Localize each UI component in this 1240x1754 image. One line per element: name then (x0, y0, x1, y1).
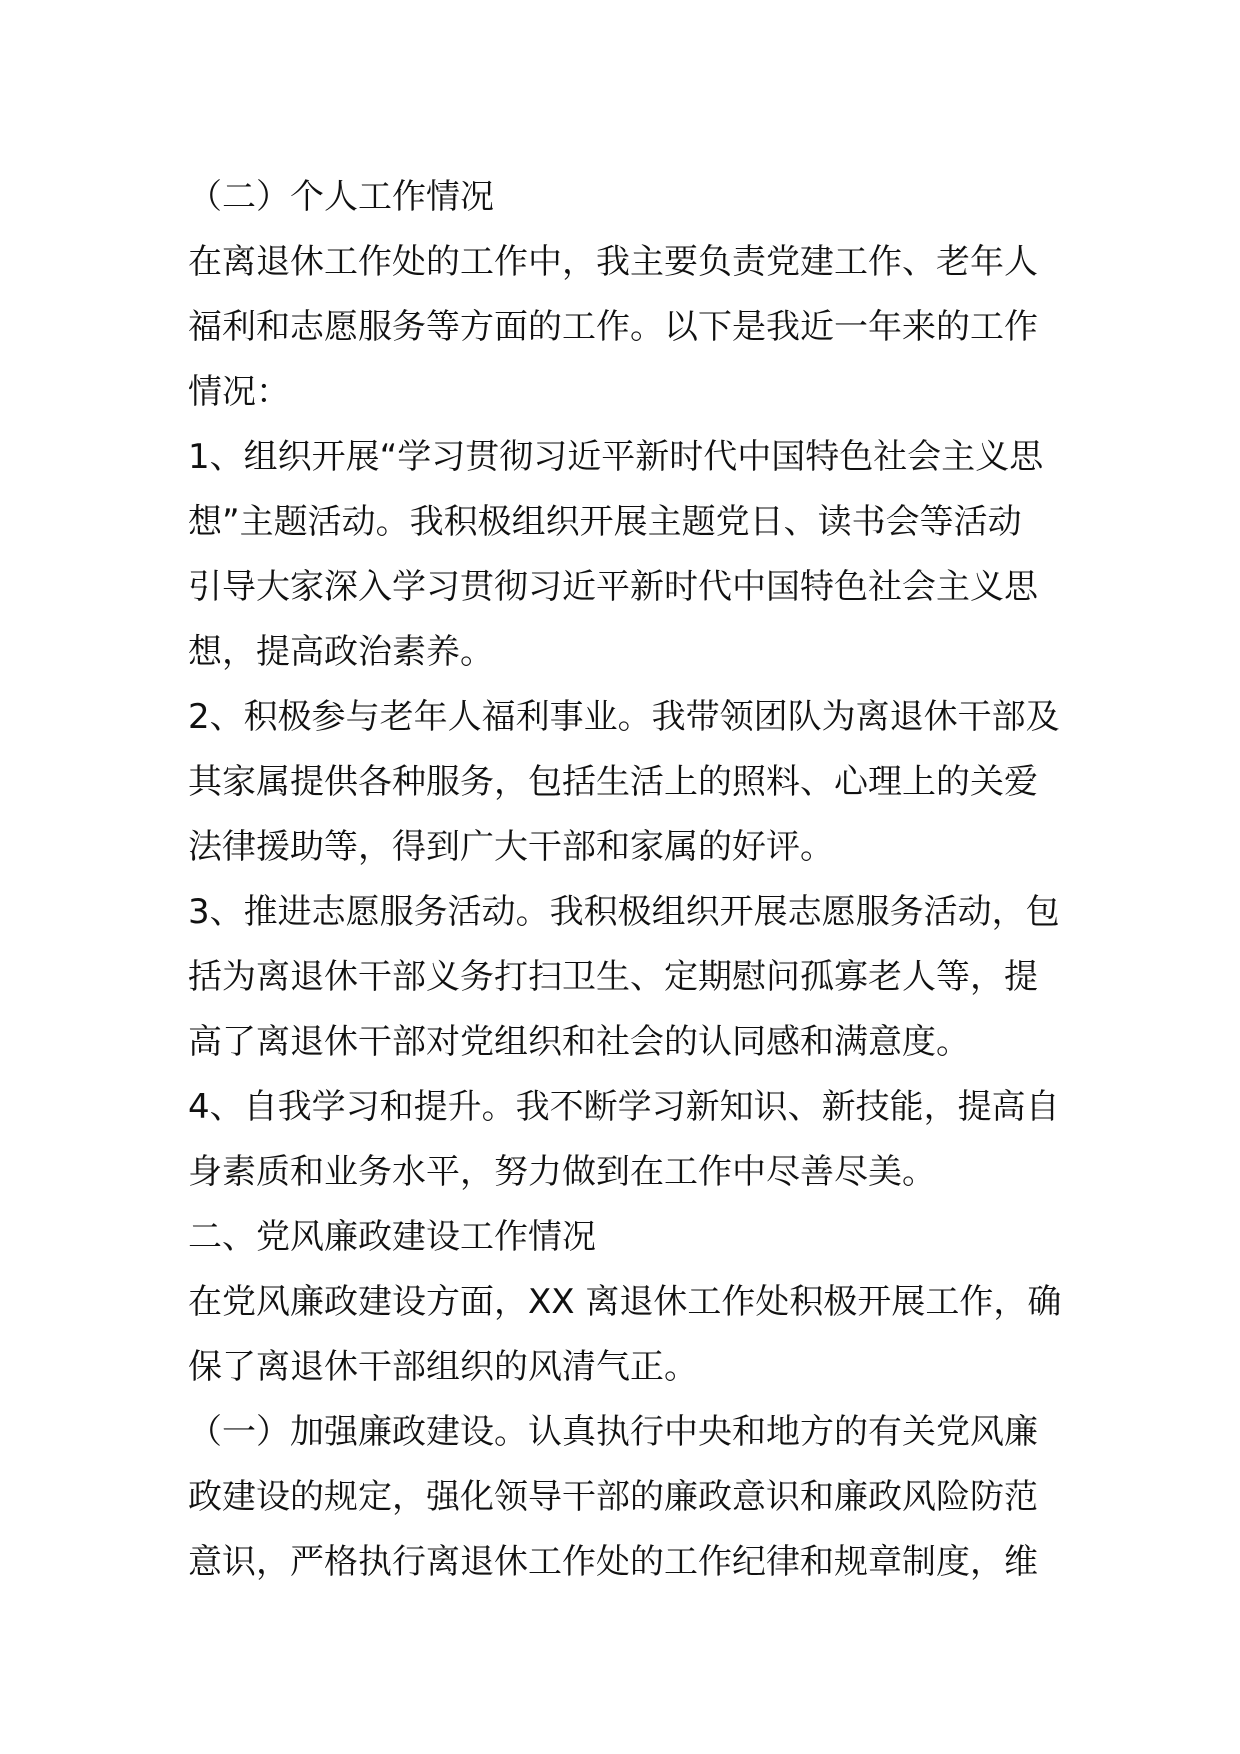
document-body (188, 165, 1062, 1595)
list-item-1-line: 想，提高政治素养。 (188, 632, 494, 672)
list-item-3-line: 括为离退休干部义务打扫卫生、定期慰问孤寡老人等，提 (188, 957, 1038, 997)
list-item-1-line: 1、组织开展“学习贯彻习近平新时代中国特色社会主义思 (188, 437, 1044, 477)
list-item-2-line: 法律援助等，得到广大干部和家属的好评。 (188, 827, 834, 867)
list-item-4-line: 身素质和业务水平，努力做到在工作中尽善尽美。 (188, 1152, 936, 1192)
paragraph-line: 保了离退休干部组织的风清气正。 (188, 1347, 698, 1387)
list-item-2-line: 其家属提供各种服务，包括生活上的照料、心理上的关爱 (188, 762, 1038, 802)
list-item-3-line: 3、推进志愿服务活动。我积极组织开展志愿服务活动，包 (188, 892, 1060, 932)
paragraph-line: 在离退休工作处的工作中，我主要负责党建工作、老年人 (188, 242, 1038, 282)
paragraph-line: 情况： (188, 372, 290, 412)
subsection-line: 意识，严格执行离退休工作处的工作纪律和规章制度，维 (188, 1542, 1038, 1582)
section-heading-personal-work: （二）个人工作情况 (188, 177, 494, 217)
subsection-line: （一）加强廉政建设。认真执行中央和地方的有关党风廉 (188, 1412, 1038, 1452)
list-item-2-line: 2、积极参与老年人福利事业。我带领团队为离退休干部及 (188, 697, 1060, 737)
list-item-4-line: 4、自我学习和提升。我不断学习新知识、新技能，提高自 (188, 1087, 1060, 1127)
paragraph-line: 在党风廉政建设方面，XX 离退休工作处积极开展工作，确 (188, 1282, 1062, 1322)
subsection-line: 政建设的规定，强化领导干部的廉政意识和廉政风险防范 (188, 1477, 1038, 1517)
paragraph-line: 福利和志愿服务等方面的工作。以下是我近一年来的工作 (188, 307, 1038, 347)
list-item-3-line: 高了离退休干部对党组织和社会的认同感和满意度。 (188, 1022, 970, 1062)
section-heading-integrity: 二、党风廉政建设工作情况 (188, 1217, 596, 1257)
list-item-1-line: 引导大家深入学习贯彻习近平新时代中国特色社会主义思 (188, 567, 1038, 607)
list-item-1-line: 想”主题活动。我积极组织开展主题党日、读书会等活动 (188, 502, 1022, 542)
